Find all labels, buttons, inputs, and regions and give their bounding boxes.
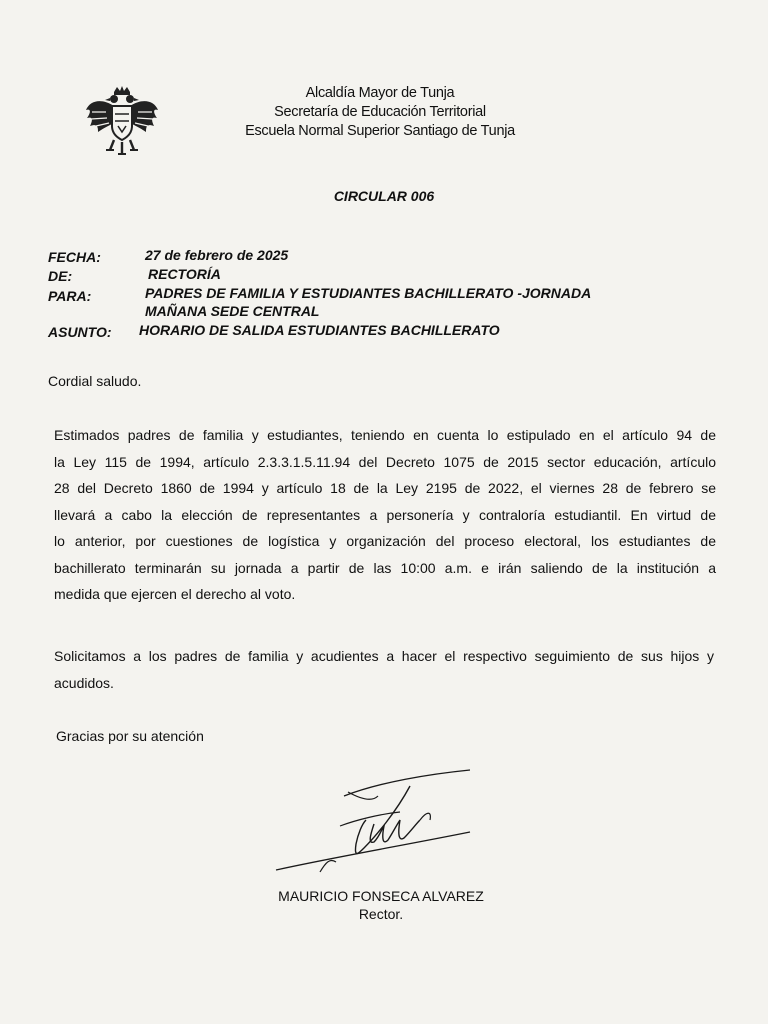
para-label: PARA:	[48, 288, 92, 304]
signatory-role: Rector.	[358, 906, 404, 922]
body-line: llevará a cabo la elección de representantes a personería y contraloría estudiantil. En virtud de	[54, 506, 716, 523]
asunto-label: ASUNTO:	[48, 324, 112, 340]
closing-text: Gracias por su atención	[56, 728, 204, 744]
para-value-line2: MAÑANA SEDE CENTRAL	[145, 303, 320, 319]
de-value: RECTORÍA	[148, 266, 221, 282]
body-line: medida que ejercen el derecho al voto.	[54, 586, 296, 602]
body-line: Estimados padres de familia y estudiantes, teniendo en cuenta lo estipulado en el artículo 94 de	[54, 427, 716, 443]
fecha-value: 27 de febrero de 2025	[145, 247, 289, 263]
asunto-value: HORARIO DE SALIDA ESTUDIANTES BACHILLERATO	[139, 322, 500, 338]
institution-header	[230, 84, 530, 141]
body-line: la Ley 115 de 1994, artículo 2.3.3.1.5.11.94 del Decreto 1075 de 2015 sector educación, artículo	[54, 453, 716, 470]
body-line: lo anterior, por cuestiones de logística y organización del proceso electoral, los estudiantes de	[54, 533, 716, 549]
header-line-escuela: Escuela Normal Superior Santiago de Tunja	[245, 123, 515, 139]
body-line: bachillerato terminarán su jornada a partir de las 10:00 a.m. e irán saliendo de la institución a	[54, 559, 716, 576]
request-paragraph	[54, 643, 714, 696]
handwritten-signature	[270, 762, 480, 882]
de-label: DE:	[48, 268, 73, 284]
header-line-alcaldia: Alcaldía Mayor de Tunja	[305, 85, 455, 101]
fecha-label: FECHA:	[48, 249, 101, 265]
request-line: acudidos.	[54, 674, 114, 691]
coat-of-arms-icon	[84, 86, 160, 158]
circular-title: CIRCULAR 006	[333, 188, 435, 204]
greeting: Cordial saludo.	[48, 373, 142, 389]
body-paragraph	[54, 422, 716, 608]
request-line: Solicitamos a los padres de familia y acudientes a hacer el respectivo seguimiento de sus hijos y	[54, 648, 714, 664]
body-line: 28 del Decreto 1860 de 1994 y artículo 18 de la Ley 2195 de 2022, el viernes 28 de febrero se	[54, 480, 716, 496]
signatory-name: MAURICIO FONSECA ALVAREZ	[278, 888, 484, 904]
header-line-secretaria: Secretaría de Educación Territorial	[274, 104, 486, 120]
para-value-line1: PADRES DE FAMILIA Y ESTUDIANTES BACHILLERATO -JORNADA	[145, 285, 592, 301]
